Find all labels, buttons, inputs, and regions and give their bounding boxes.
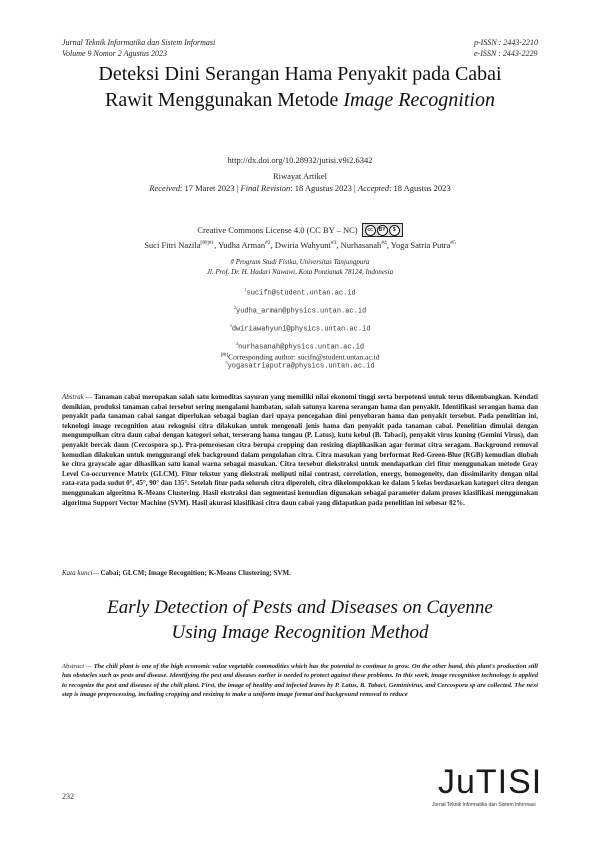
author-marker: [✉]#1 (200, 240, 215, 247)
license-line (40, 223, 560, 237)
affiliation-line-1: # Program Studi Fisika, Universitas Tanjungpura (230, 258, 370, 266)
journal-name: Jurnal Teknik Informatika dan Sistem Informasi (62, 38, 216, 47)
page-number: 232 (62, 792, 74, 801)
accepted-label: Accepted (357, 183, 390, 193)
title-en-line-1: Early Detection of Pests and Diseases on Cayenne (107, 597, 493, 618)
email-address: nurhasanah@physics.untan.ac.id (238, 343, 365, 352)
author-list (40, 240, 560, 250)
email-address: sucifn@student.untan.ac.id (246, 289, 356, 298)
p-issn: p-ISSN : 2443-2210 (474, 38, 538, 47)
abstract-en-text: The chili plant is one of the high economic value vegetable commodities which has the potential to continue to grow. On the other hand, this plant's production still has obstacles such as pests and disease. Identifying the pest and diseases earlier is needed to protect against these problems. In this work, image recognition technology is applied to recognize the pest and diseases of the chili plant. First, the image of healthy and infected leaves by P. Latus, B. Tabaci, Geminivirus, and Cercospora sp are collected. The next step is image preprocessing, including cropping and resizing to make a uniform image format and background removal to reduce (62, 663, 538, 699)
title-line-1: Deteksi Dini Serangan Hama Penyakit pada Cabai (98, 63, 502, 85)
email-marker: 1 (244, 287, 247, 292)
corresponding-author (40, 352, 560, 362)
email-item[interactable] (40, 283, 560, 301)
author-name: Yoga Satria Putra (390, 240, 451, 250)
title-line-2-plain: Rawit Menggunakan Metode (105, 89, 344, 111)
email-address: dwiriawahyuni@physics.untan.ac.id (231, 325, 371, 334)
affiliation-line-2: Jl. Prof. Dr. H. Hadari Nawawi, Kota Pontianak 78124, Indonesia (206, 267, 394, 276)
corresponding-marker: [✉] (220, 353, 229, 358)
author-marker: #4 (381, 240, 387, 247)
author-name: Suci Fitri Nazila (144, 240, 201, 250)
paper-title-indonesian (40, 61, 560, 113)
keywords (62, 569, 538, 577)
keywords-label: Kata kunci— (62, 569, 99, 577)
final-revision-date: : 18 Agustus 2023 | (290, 183, 358, 193)
email-address: yogasatriaputra@physics.untan.ac.id (227, 361, 375, 370)
email-marker: 3 (229, 323, 232, 329)
abstract-label: Abstrak — (62, 393, 93, 401)
email-marker: 4 (235, 341, 239, 347)
keywords-text: Cabai; GLCM; Image Recognition; K-Means Clustering; SVM. (98, 569, 291, 577)
received-label: Received (149, 183, 180, 193)
article-history-label: Riwayat Artikel (272, 171, 328, 181)
article-history-dates (40, 183, 560, 193)
title-line-2-italic: Image Recognition (343, 89, 495, 111)
email-address: yudha_arman@physics.untan.ac.id (236, 307, 367, 316)
noncommercial-icon: $ (389, 225, 400, 236)
jutisi-logo: JuTISI (438, 763, 543, 801)
received-date: : 17 Maret 2023 | (179, 183, 241, 193)
e-issn: e-ISSN : 2443-2229 (474, 48, 538, 58)
author (391, 240, 456, 250)
email-item[interactable] (40, 301, 560, 319)
title-en-line-2: Using Image Recognition Method (171, 622, 429, 643)
cc-icon: cc (365, 225, 376, 236)
author-name: Yudha Arman (218, 240, 266, 250)
corresponding-text: Corresponding author: sucifn@student.untan.ac.id (228, 352, 380, 362)
author: Yudha Arman$^{\#2}$, (218, 240, 275, 250)
doi-link[interactable]: http://dx.doi.org/10.28932/jutisi.v9i2.6342 (227, 155, 373, 165)
journal-header-right (474, 38, 538, 59)
author: Suci Fitri Nazila$^{[✉]\#1}$, (144, 240, 219, 250)
abstract-english (62, 662, 538, 700)
abstract-indonesian (62, 393, 538, 508)
abstract-en-label: Abstract — (62, 663, 92, 670)
abstract-text: Tanaman cabai merupakan salah satu komoditas sayuran yang memiliki nilai ekonomi tinggi serta berpotensi untuk terus dikembangkan. Kendati demikian, produksi tanaman cabai tersebut sering mengalami hambatan, salah satunya karena serangan hama dan penyakit. Identifikasi serangan hama dan penyakit pada tanaman cabai sangat diperlukan sebagai bagian dari upaya pencegahan dini penyebaran hama dan penyakit tersebut. Pada penelitian ini, teknologi image recognition atau rekognisi citra dilakukan untuk mengenali jenis hama dan penyakit pada tanaman cabai. Penelitian dimulai dengan mengumpulkan citra daun cabai dengan kategori sehat, terserang hama tungau (P. Latus), kutu kebul (B. Tabaci), penyakit virus kuning (Gemini Virus), dan penyakit bercak daun (Cercospora sp.). Pra-pemrosesan citra berupa cropping dan resizing diaplikasikan agar format citra seragam. Background removal kemudian dilakukan untuk menggurangi efek background dalam pengolahan citra. Citra masukan yang berformat Red-Green-Blue (RGB) kemudian diubah ke citra grayscale agar dihasilkan satu kanal warna sebagai masukan. Citra tersebut diekstraksi untuk mendapatkan ciri fitur menggunakan metode Gray Level Co-occurrence Matrix (GLCM). Fitur tekstur yang diekstrak meliputi nilai contrast, correlation, energy, homogeneity, dan dissimilarity dengan nilai rata-rata pada sudut 0°, 45°, 90° dan 135°. Setelah fitur pada seluruh citra diperoleh, citra dikelompokkan ke dalam 5 kelas berdasarkan kategori citra dengan menggunakan algoritma K-Means Clustering. Hasil ekstraksi dan segmentasi kemudian digunakan sebagai parameter dalam proses klasifikasi menggunakan algoritma Support Vector Machine (SVM). Hasil akurasi klasifikasi citra daun cabai yang didapatkan pada penelitian ini sebesar 82%. (62, 393, 539, 507)
author-marker: #5 (450, 240, 456, 247)
email-marker: 2 (233, 305, 236, 311)
accepted-date: : 18 Agustus 2023 (389, 183, 451, 193)
final-revision-label: Final Revision (240, 183, 291, 193)
author-name: Dwiria Wahyuni (274, 240, 331, 250)
journal-volume: Volume 9 Nomor 2 Agustus 2023 (62, 48, 167, 58)
attribution-icon: BY (377, 225, 388, 236)
author-marker: #2 (265, 240, 271, 247)
paper-title-english (40, 595, 560, 645)
email-item[interactable] (40, 319, 560, 337)
affiliation (40, 258, 560, 277)
license-text: Creative Commons License 4.0 (CC BY – NC) (197, 225, 358, 235)
cc-license-badge[interactable] (362, 223, 403, 237)
title-line-2 (40, 87, 560, 113)
journal-header-left (62, 38, 215, 59)
author: Dwiria Wahyuni$^{\#3}$, (274, 240, 341, 250)
email-marker: 5 (225, 359, 228, 365)
author-name: Nurhasanah (340, 240, 382, 250)
author: Nurhasanah$^{\#4}$, (340, 240, 391, 250)
jutisi-logo-subtitle: Jurnal Teknik Informatika dan Sistem Informasi (432, 802, 536, 808)
author-marker: #3 (330, 240, 337, 247)
